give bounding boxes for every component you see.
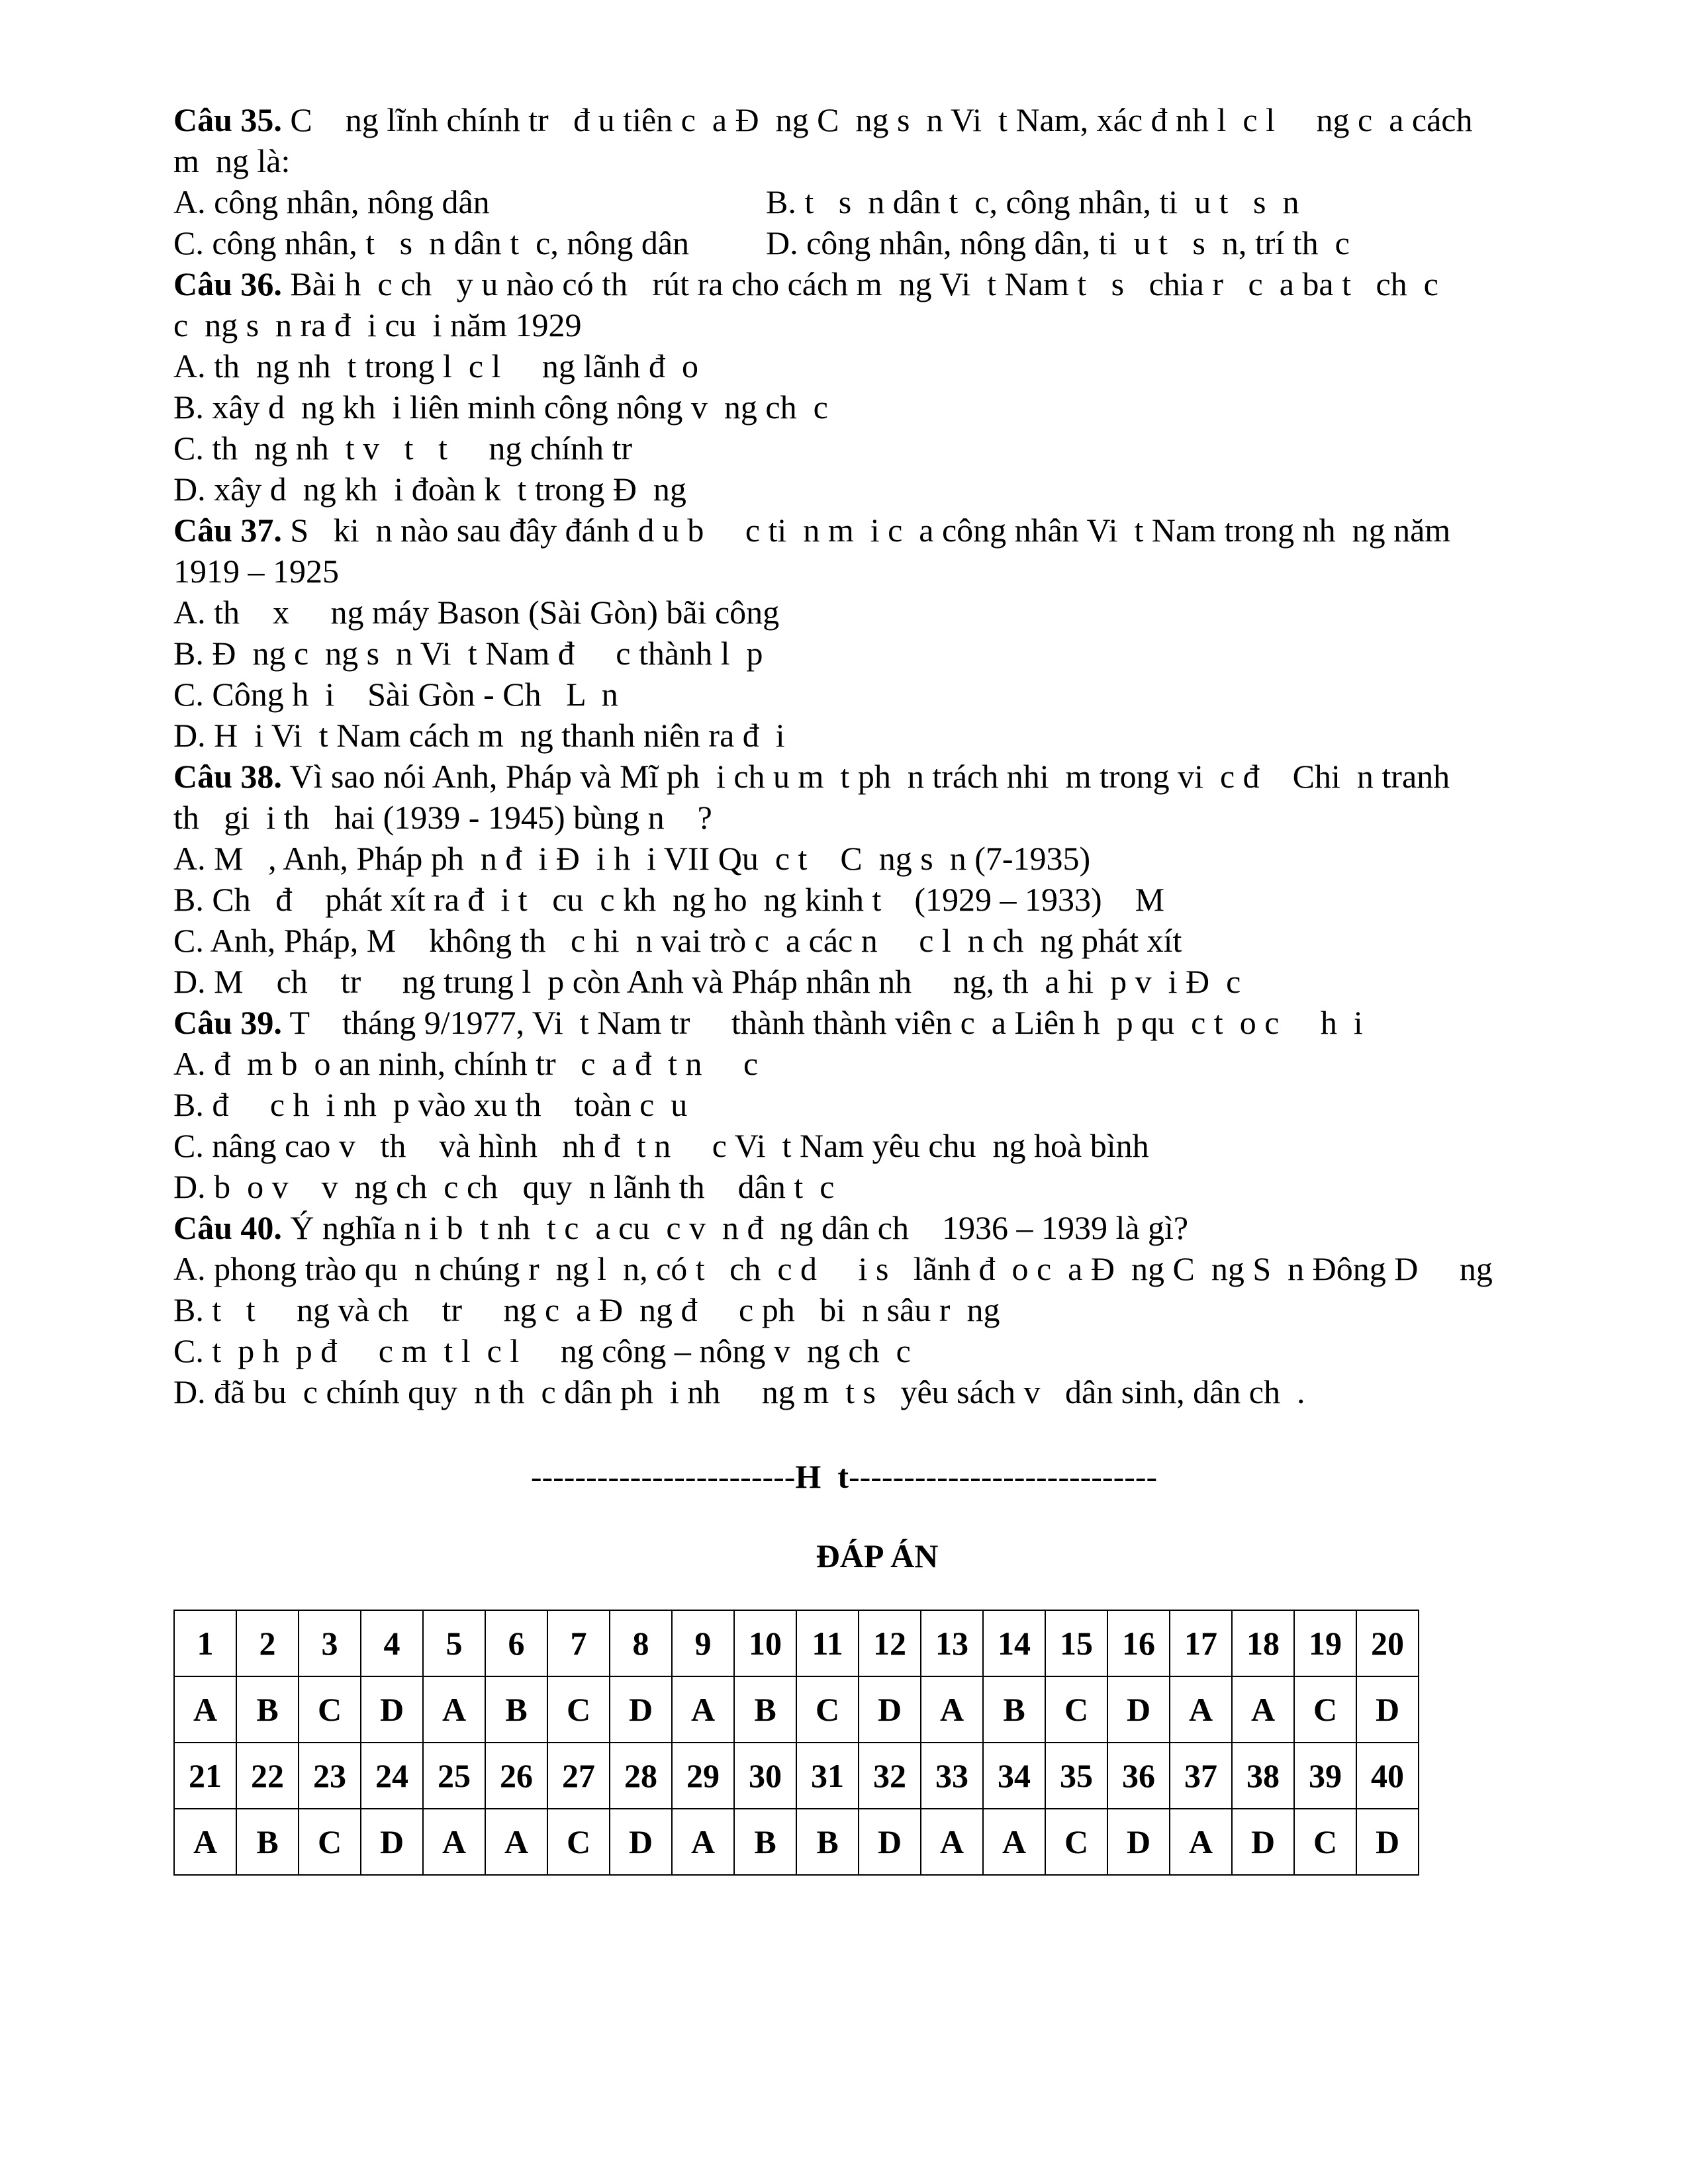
question-37-option-d: D. H i Vi t Nam cách m ng thanh niên ra đ i: [173, 717, 785, 754]
question-40-option-d: D. đã bu c chính quy n th c dân ph i nh ng m t s yêu sách v dân sinh, dân ch .: [173, 1373, 1305, 1410]
question-40-stem: [173, 1207, 1583, 1248]
question-35-options-cd: [173, 222, 1583, 263]
question-number-cell: 25: [423, 1743, 485, 1809]
answer-key-title: ĐÁP ÁN: [816, 1537, 939, 1574]
question-number-cell: 28: [610, 1743, 672, 1809]
answer-cell: C: [1045, 1676, 1107, 1743]
question-number-cell: 18: [1232, 1610, 1294, 1676]
answer-cell: A: [423, 1676, 485, 1743]
question-list: [173, 99, 1583, 1412]
question-38-option-a: A. M , Anh, Pháp ph n đ i Đ i h i VII Qu c t C ng s n (7-1935): [173, 840, 1091, 877]
question-35-label: Câu 35.: [173, 101, 282, 138]
question-36-stem-cont: c ng s n ra đ i cu i năm 1929: [173, 306, 582, 343]
answer-row-numbers-2: [174, 1743, 1419, 1809]
answer-cell: A: [485, 1809, 547, 1875]
question-36-option-c: C. th ng nh t v t t ng chính tr: [173, 430, 633, 467]
answer-cell: C: [299, 1676, 361, 1743]
question-37-option-c: C. Công h i Sài Gòn - Ch L n: [173, 676, 618, 713]
question-number-cell: 30: [734, 1743, 796, 1809]
question-38-label: Câu 38.: [173, 758, 282, 795]
question-number-cell: 2: [236, 1610, 299, 1676]
question-number-cell: 16: [1107, 1610, 1170, 1676]
question-number-cell: 7: [547, 1610, 610, 1676]
question-37-option-a: A. th x ng máy Bason (Sài Gòn) bãi công: [173, 594, 780, 631]
question-number-cell: 3: [299, 1610, 361, 1676]
answer-cell: B: [796, 1809, 859, 1875]
question-number-cell: 15: [1045, 1610, 1107, 1676]
answer-cell: D: [859, 1676, 921, 1743]
question-38-stem-cont: th gi i th hai (1939 - 1945) bùng n ?: [173, 799, 712, 836]
answer-cell: B: [236, 1809, 299, 1875]
answer-key-table: [173, 1610, 1419, 1876]
answer-row-answers-1: [174, 1676, 1419, 1743]
question-number-cell: 29: [672, 1743, 734, 1809]
question-number-cell: 21: [174, 1743, 236, 1809]
answer-cell: C: [547, 1676, 610, 1743]
question-38-option-c: C. Anh, Pháp, M không th c hi n vai trò c a các n c l n ch ng phát xít: [173, 922, 1182, 959]
question-number-cell: 26: [485, 1743, 547, 1809]
question-number-cell: 6: [485, 1610, 547, 1676]
question-35-option-d: D. công nhân, nông dân, ti u t s n, trí th c: [766, 224, 1350, 261]
question-37-option-b: B. Đ ng c ng s n Vi t Nam đ c thành l p: [173, 635, 763, 672]
question-number-cell: 37: [1170, 1743, 1232, 1809]
question-number-cell: 24: [361, 1743, 423, 1809]
answer-cell: B: [236, 1676, 299, 1743]
answer-cell: A: [921, 1809, 983, 1875]
answer-cell: A: [983, 1809, 1045, 1875]
answer-cell: D: [1356, 1809, 1419, 1875]
question-number-cell: 1: [174, 1610, 236, 1676]
answer-cell: C: [796, 1676, 859, 1743]
answer-cell: D: [610, 1676, 672, 1743]
answer-cell: A: [1170, 1809, 1232, 1875]
question-number-cell: 31: [796, 1743, 859, 1809]
answer-cell: B: [734, 1676, 796, 1743]
question-40-text: Ý nghĩa n i b t nh t c a cu c v n đ ng dân ch 1936 – 1939 là gì?: [281, 1209, 1189, 1246]
question-36-stem: [173, 263, 1583, 304]
question-number-cell: 35: [1045, 1743, 1107, 1809]
answer-cell: B: [734, 1809, 796, 1875]
answer-cell: A: [174, 1809, 236, 1875]
question-38-option-d: D. M ch tr ng trung l p còn Anh và Pháp nhân nh ng, th a hi p v i Đ c: [173, 963, 1241, 1000]
answer-cell: A: [1232, 1676, 1294, 1743]
question-40-option-c: C. t p h p đ c m t l c l ng công – nông v ng ch c: [173, 1332, 911, 1369]
answer-cell: D: [859, 1809, 921, 1875]
answer-row-numbers-1: [174, 1610, 1419, 1676]
question-number-cell: 32: [859, 1743, 921, 1809]
end-divider: [0, 1456, 1688, 1497]
answer-cell: C: [299, 1809, 361, 1875]
answer-cell: B: [983, 1676, 1045, 1743]
answer-cell: C: [547, 1809, 610, 1875]
answer-cell: A: [921, 1676, 983, 1743]
question-number-cell: 17: [1170, 1610, 1232, 1676]
question-number-cell: 27: [547, 1743, 610, 1809]
question-number-cell: 34: [983, 1743, 1045, 1809]
question-number-cell: 9: [672, 1610, 734, 1676]
question-number-cell: 36: [1107, 1743, 1170, 1809]
answer-cell: C: [1294, 1809, 1356, 1875]
question-number-cell: 11: [796, 1610, 859, 1676]
question-number-cell: 8: [610, 1610, 672, 1676]
question-number-cell: 22: [236, 1743, 299, 1809]
question-40-option-b: B. t t ng và ch tr ng c a Đ ng đ c ph bi n sâu r ng: [173, 1291, 1000, 1328]
answer-cell: C: [1045, 1809, 1107, 1875]
question-40-label: Câu 40.: [173, 1209, 282, 1246]
question-38-text: Vì sao nói Anh, Pháp và Mĩ ph i ch u m t ph n trách nhi m trong vi c đ Chi n tranh: [281, 758, 1450, 795]
question-36-option-b: B. xây d ng kh i liên minh công nông v ng ch c: [173, 388, 828, 426]
question-37-stem-cont: 1919 – 1925: [173, 553, 339, 590]
question-39-option-d: D. b o v v ng ch c ch quy n lãnh th dân t c: [173, 1168, 835, 1205]
end-label: H t: [795, 1458, 849, 1495]
question-number-cell: 14: [983, 1610, 1045, 1676]
end-dashes-left: ------------------------: [530, 1458, 796, 1495]
answer-cell: A: [423, 1809, 485, 1875]
answer-cell: A: [174, 1676, 236, 1743]
question-number-cell: 13: [921, 1610, 983, 1676]
question-number-cell: 20: [1356, 1610, 1419, 1676]
question-number-cell: 23: [299, 1743, 361, 1809]
question-36-option-d: D. xây d ng kh i đoàn k t trong Đ ng: [173, 471, 686, 508]
question-35-option-a: A. công nhân, nông dân: [173, 183, 490, 220]
question-39-label: Câu 39.: [173, 1004, 282, 1041]
answer-cell: D: [1232, 1809, 1294, 1875]
question-35-options-ab: [173, 181, 1583, 222]
question-35-stem-cont: m ng là:: [173, 142, 291, 179]
answer-cell: D: [1356, 1676, 1419, 1743]
answer-cell: D: [361, 1676, 423, 1743]
question-number-cell: 33: [921, 1743, 983, 1809]
end-dashes-right: ----------------------------: [848, 1458, 1158, 1495]
answer-cell: C: [1294, 1676, 1356, 1743]
question-number-cell: 5: [423, 1610, 485, 1676]
question-39-option-b: B. đ c h i nh p vào xu th toàn c u: [173, 1086, 688, 1123]
answer-cell: A: [672, 1676, 734, 1743]
question-37-label: Câu 37.: [173, 512, 282, 549]
question-36-label: Câu 36.: [173, 265, 282, 302]
question-number-cell: 19: [1294, 1610, 1356, 1676]
question-39-option-a: A. đ m b o an ninh, chính tr c a đ t n c: [173, 1045, 759, 1082]
question-39-text: T tháng 9/1977, Vi t Nam tr thành thành viên c a Liên h p qu c t o c h i: [281, 1004, 1363, 1041]
question-number-cell: 40: [1356, 1743, 1419, 1809]
answer-cell: D: [610, 1809, 672, 1875]
question-37-stem: [173, 510, 1583, 551]
question-39-option-c: C. nâng cao v th và hình nh đ t n c Vi t Nam yêu chu ng hoà bình: [173, 1127, 1149, 1164]
question-35-option-b: B. t s n dân t c, công nhân, ti u t s n: [766, 183, 1299, 220]
answer-cell: D: [1107, 1676, 1170, 1743]
answer-cell: D: [361, 1809, 423, 1875]
question-number-cell: 39: [1294, 1743, 1356, 1809]
answer-row-answers-2: [174, 1809, 1419, 1875]
question-35-option-c: C. công nhân, t s n dân t c, nông dân: [173, 224, 690, 261]
question-37-text: S ki n nào sau đây đánh d u b c ti n m i c a công nhân Vi t Nam trong nh ng năm: [281, 512, 1451, 549]
question-number-cell: 4: [361, 1610, 423, 1676]
answer-cell: D: [1107, 1809, 1170, 1875]
question-36-option-a: A. th ng nh t trong l c l ng lãnh đ o: [173, 347, 698, 385]
question-35-stem: [173, 99, 1583, 140]
answer-cell: B: [485, 1676, 547, 1743]
question-38-stem: [173, 756, 1583, 797]
question-number-cell: 38: [1232, 1743, 1294, 1809]
question-number-cell: 12: [859, 1610, 921, 1676]
question-40-option-a: A. phong trào qu n chúng r ng l n, có t ch c d i s lãnh đ o c a Đ ng C ng S n Đông D ng: [173, 1250, 1493, 1287]
question-35-text: C ng lĩnh chính tr đ u tiên c a Đ ng C ng s n Vi t Nam, xác đ nh l c l ng c a cách: [281, 101, 1473, 138]
question-38-option-b: B. Ch đ phát xít ra đ i t cu c kh ng ho ng kinh t (1929 – 1933) M: [173, 881, 1165, 918]
answer-cell: A: [1170, 1676, 1232, 1743]
question-39-stem: [173, 1002, 1583, 1043]
question-number-cell: 10: [734, 1610, 796, 1676]
question-36-text: Bài h c ch y u nào có th rút ra cho cách m ng Vi t Nam t s chia r c a ba t ch c: [281, 265, 1438, 302]
answer-cell: A: [672, 1809, 734, 1875]
